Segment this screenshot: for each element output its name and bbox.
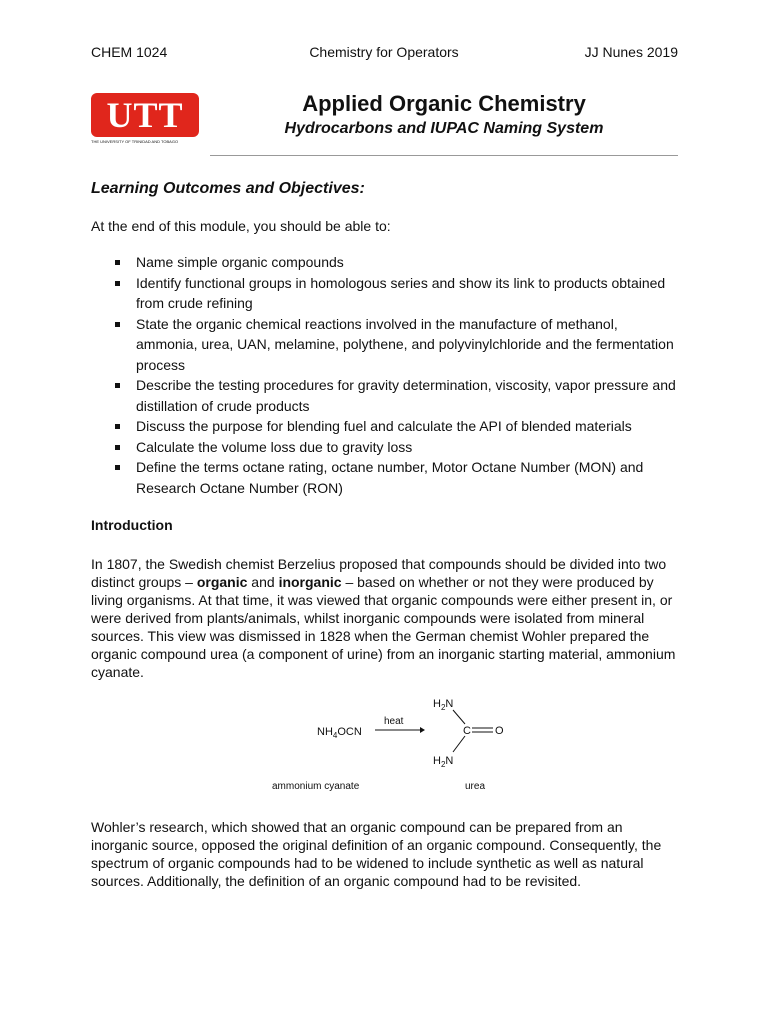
introduction-paragraph-2: Wohler’s research, which showed that an organic compound can be prepared from an inorganic source, opposed the original definition of an organic compound. Consequently, the spectrum of organic compounds had to be widened to include synthetic as well as natural sources. Additionally, the definition of an organic compound had to be revisited. <box>91 819 662 889</box>
carbonyl-carbon: C <box>463 725 471 737</box>
list-item: Identify functional groups in homologous series and show its link to products obtained from crude refining <box>112 273 682 314</box>
title-divider <box>210 155 678 156</box>
list-item: Name simple organic compounds <box>112 252 682 273</box>
amine-group-top: $H_2N$ <box>433 698 454 712</box>
product-label: urea <box>465 781 486 792</box>
utt-logo-caption: THE UNIVERSITY OF TRINIDAD AND TOBAGO <box>91 139 179 144</box>
learning-outcomes-list <box>112 252 682 498</box>
reactant-formula: $NH_4OCN$ <box>317 726 362 740</box>
paragraph-text: In 1807, the Swedish chemist Berzelius proposed that compounds should be divided into two distinct groups – <box>91 556 667 590</box>
term-inorganic: inorganic <box>278 574 342 590</box>
reactant-label: ammonium cyanate <box>272 781 360 792</box>
amine-group-bottom: $H_2N$ <box>433 755 454 769</box>
introduction-heading: Introduction <box>91 517 173 533</box>
term-organic: organic <box>196 574 248 590</box>
reaction-arrowhead <box>420 727 425 733</box>
page-title: Applied Organic Chemistry <box>302 91 586 116</box>
paragraph-text: and <box>247 574 279 590</box>
utt-logo <box>91 93 199 145</box>
carbonyl-oxygen: O <box>495 725 504 737</box>
learning-outcomes-intro: At the end of this module, you should be able to: <box>91 218 391 234</box>
introduction-paragraph-1 <box>91 555 683 681</box>
list-item: Calculate the volume loss due to gravity loss <box>112 437 682 458</box>
page-subtitle: Hydrocarbons and IUPAC Naming System <box>284 120 604 137</box>
list-item: Define the terms octane rating, octane number, Motor Octane Number (MON) and Research Octane Number (RON) <box>112 457 682 498</box>
arrow-label-heat: heat <box>384 716 404 727</box>
bond-top <box>453 710 465 724</box>
list-item: State the organic chemical reactions involved in the manufacture of methanol, ammonia, urea, UAN, melamine, polythene, and polyvinylchloride and the fermentation process <box>112 314 682 376</box>
header-author: JJ Nunes 2019 <box>584 44 678 60</box>
list-item: Discuss the purpose for blending fuel and calculate the API of blended materials <box>112 416 682 437</box>
learning-outcomes-heading: Learning Outcomes and Objectives: <box>91 180 365 197</box>
list-item: Describe the testing procedures for gravity determination, viscosity, vapor pressure and distillation of crude products <box>112 375 682 416</box>
header-course-code: CHEM 1024 <box>91 44 168 60</box>
bond-bottom <box>453 736 465 752</box>
urea-synthesis-scheme <box>260 690 520 800</box>
header-course-title: Chemistry for Operators <box>309 44 459 60</box>
utt-logo-mark: UTT <box>91 93 199 137</box>
paragraph-text: – based on whether or not they were produced by living organisms. At that time, it was viewed that organic compounds were either present in, or were derived from plants/animals, whilst inorganic compounds were isolated from mineral sources. This view was dismissed in 1828 when the German chemist Wohler prepared the organic compound urea (a component of urine) from an inorganic starting material, ammonium cyanate. <box>91 574 676 680</box>
